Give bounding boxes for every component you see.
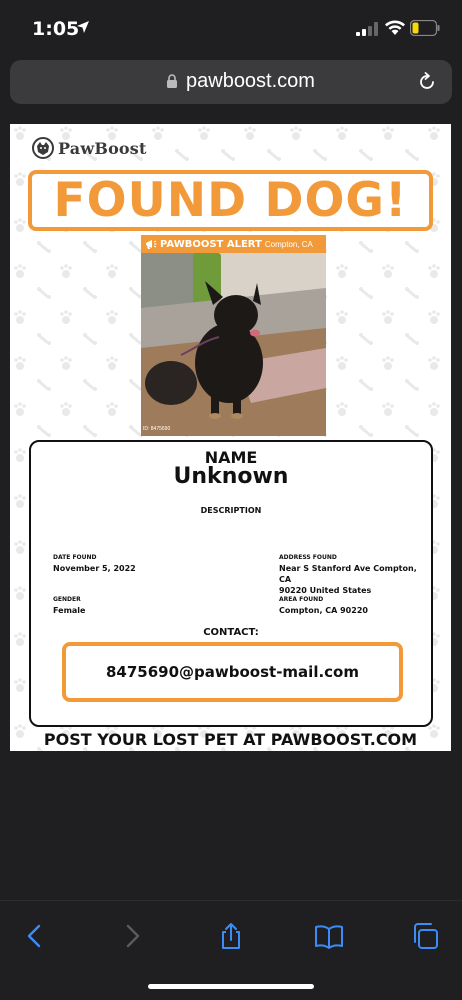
pawboost-logo-icon xyxy=(32,137,54,159)
found-dog-poster xyxy=(10,124,451,751)
address-found-value-line1: Near S Stanford Ave Compton, CA xyxy=(279,564,417,584)
cellular-signal-icon xyxy=(356,22,378,36)
description-label: DESCRIPTION xyxy=(200,506,262,515)
found-dog-title: FOUND DOG! xyxy=(53,173,408,228)
home-indicator[interactable] xyxy=(148,984,314,989)
alert-bar xyxy=(141,235,326,253)
contact-email[interactable]: 8475690@pawboost-mail.com xyxy=(105,663,359,681)
status-bar xyxy=(0,0,462,58)
address-found-label: ADDRESS FOUND xyxy=(279,554,337,561)
date-found-field xyxy=(53,554,136,574)
area-found-value: Compton, CA 90220 xyxy=(279,606,368,615)
back-icon[interactable] xyxy=(20,921,50,951)
lock-icon xyxy=(166,74,178,89)
area-found-field xyxy=(279,596,368,616)
forward-icon[interactable] xyxy=(117,921,147,951)
dog-photo xyxy=(141,253,326,436)
address-found-value-line2: 90220 United States xyxy=(279,586,372,595)
status-time: 1:05 xyxy=(32,18,80,40)
battery-icon xyxy=(410,20,440,36)
reload-icon[interactable] xyxy=(416,71,438,93)
address-found-field xyxy=(279,554,431,596)
share-icon[interactable] xyxy=(216,921,246,951)
address-bar[interactable] xyxy=(10,60,452,104)
name-value: Unknown xyxy=(173,464,289,489)
gender-field xyxy=(53,596,85,616)
date-found-label: DATE FOUND xyxy=(53,554,97,561)
location-arrow-icon xyxy=(76,20,90,34)
gender-label: GENDER xyxy=(53,596,81,603)
pawboost-brand xyxy=(32,137,147,159)
area-found-label: AREA FOUND xyxy=(279,596,324,603)
contact-label: CONTACT: xyxy=(203,627,259,638)
url-text: pawboost.com xyxy=(186,70,315,92)
alert-label: PAWBOOST ALERT xyxy=(160,238,262,250)
name-label: NAME xyxy=(204,448,258,467)
gender-value: Female xyxy=(53,606,86,615)
tabs-icon[interactable] xyxy=(410,921,440,951)
megaphone-icon xyxy=(145,238,157,250)
brand-name: PawBoost xyxy=(58,138,147,158)
pet-info-card xyxy=(29,440,433,727)
dog-photo-card xyxy=(141,235,326,436)
contact-box[interactable] xyxy=(62,642,403,702)
found-dog-banner xyxy=(28,170,433,231)
alert-location: Compton, CA xyxy=(264,239,313,249)
date-found-value: November 5, 2022 xyxy=(53,564,136,573)
bookmarks-icon[interactable] xyxy=(314,921,344,951)
wifi-icon xyxy=(384,19,406,36)
poster-footer: POST YOUR LOST PET AT PAWBOOST.COM xyxy=(43,730,418,749)
photo-id: ID: 8475690 xyxy=(143,426,171,432)
